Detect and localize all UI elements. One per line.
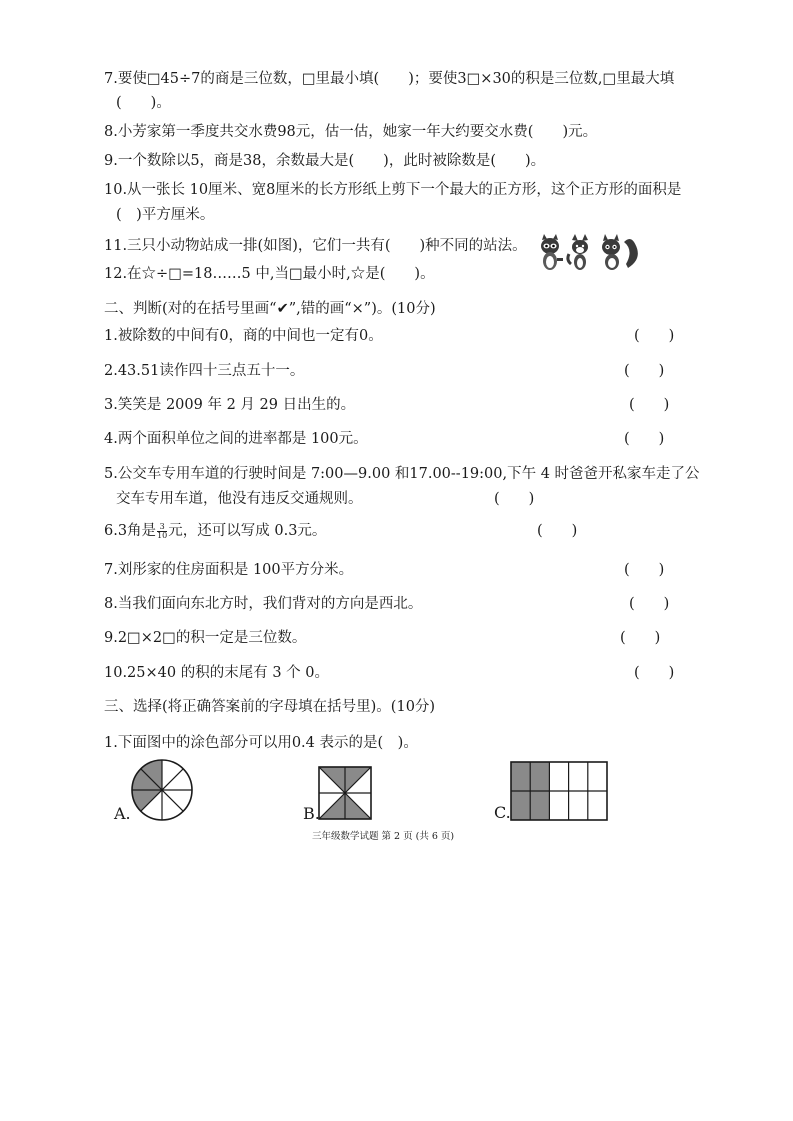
page-footer: 三年级数学试题 第 2 页 (共 6 页) bbox=[312, 831, 455, 842]
tf-item-1: 1.被除数的中间有0，商的中间也一定有0。 bbox=[104, 328, 383, 344]
tf-item-6-pre: 6.3角是 bbox=[104, 523, 157, 539]
q7-line2: ( )。 bbox=[116, 95, 171, 111]
tf-item-5-line2: 交车专用车道，他没有违反交通规则。 bbox=[116, 491, 363, 507]
tf-item-4: 4.两个面积单位之间的进率都是 100元。 bbox=[104, 431, 368, 447]
squirrel-icon bbox=[602, 234, 638, 270]
option-b-label[interactable]: B. bbox=[303, 804, 320, 823]
q8-text: 8.小芳家第一季度共交水费98元，估一估，她家一年大约要交水费( )元。 bbox=[104, 124, 598, 140]
mc-question-1: 1.下面图中的涂色部分可以用0.4 表示的是( )。 bbox=[104, 735, 418, 751]
raccoon-icon bbox=[541, 234, 563, 270]
option-a-figure[interactable] bbox=[131, 759, 193, 821]
q11-text: 11.三只小动物站成一排(如图)，它们一共有( )种不同的站法。 bbox=[104, 238, 527, 254]
tf-answer-3[interactable]: ( ) bbox=[629, 397, 670, 413]
tf-answer-4[interactable]: ( ) bbox=[624, 431, 665, 447]
tf-item-6 bbox=[104, 521, 326, 541]
tf-answer-5[interactable]: ( ) bbox=[494, 491, 535, 507]
tf-item-3: 3.笑笑是 2009 年 2 月 29 日出生的。 bbox=[104, 397, 356, 413]
q9-text: 9.一个数除以5，商是38，余数最大是( )，此时被除数是( )。 bbox=[104, 153, 546, 169]
q10-line1: 10.从一张长 10厘米、宽8厘米的长方形纸上剪下一个最大的正方形，这个正方形的面积是 bbox=[104, 182, 682, 198]
q12-text: 12.在☆÷□=18……5 中,当□最小时,☆是( )。 bbox=[104, 266, 435, 282]
q10-line2: ( )平方厘米。 bbox=[116, 207, 215, 223]
tf-item-10: 10.25×40 的积的末尾有 3 个 0。 bbox=[104, 665, 329, 681]
option-c-label[interactable]: C. bbox=[494, 803, 511, 822]
fraction-numerator: 3 bbox=[157, 523, 167, 532]
animals-illustration bbox=[536, 234, 642, 272]
tf-answer-9[interactable]: ( ) bbox=[620, 630, 661, 646]
tf-answer-6[interactable]: ( ) bbox=[537, 523, 578, 539]
tf-answer-2[interactable]: ( ) bbox=[624, 363, 665, 379]
tf-answer-7[interactable]: ( ) bbox=[624, 562, 665, 578]
fraction-denominator: 10 bbox=[157, 530, 168, 540]
fox-icon bbox=[568, 234, 588, 270]
tf-answer-1[interactable]: ( ) bbox=[634, 328, 675, 344]
tf-answer-8[interactable]: ( ) bbox=[629, 596, 670, 612]
tf-item-5-line1: 5.公交车专用车道的行驶时间是 7:00—9.00 和17.00--19:00,下午 4 时爸爸开私家车走了公 bbox=[104, 466, 700, 482]
option-c-figure[interactable] bbox=[510, 761, 608, 821]
tf-item-6-post: 元，还可以写成 0.3元。 bbox=[168, 523, 327, 539]
tf-answer-10[interactable]: ( ) bbox=[634, 665, 675, 681]
q7-line1: 7.要使□45÷7的商是三位数，□里最小填( )；要使3□×30的积是三位数,□里最大填 bbox=[104, 71, 675, 87]
option-a-label[interactable]: A. bbox=[114, 804, 131, 823]
fraction bbox=[157, 523, 167, 540]
option-b-figure[interactable] bbox=[318, 766, 372, 820]
tf-item-8: 8.当我们面向东北方时，我们背对的方向是西北。 bbox=[104, 596, 423, 612]
tf-item-9: 9.2□×2□的积一定是三位数。 bbox=[104, 630, 307, 646]
section3-title: 三、选择(将正确答案前的字母填在括号里)。(10分) bbox=[104, 699, 436, 715]
tf-item-2: 2.43.51读作四十三点五十一。 bbox=[104, 363, 305, 379]
tf-item-7: 7.刘彤家的住房面积是 100平方分米。 bbox=[104, 562, 354, 578]
section2-title: 二、判断(对的在括号里画“✔”,错的画“×”)。(10分) bbox=[104, 301, 436, 317]
